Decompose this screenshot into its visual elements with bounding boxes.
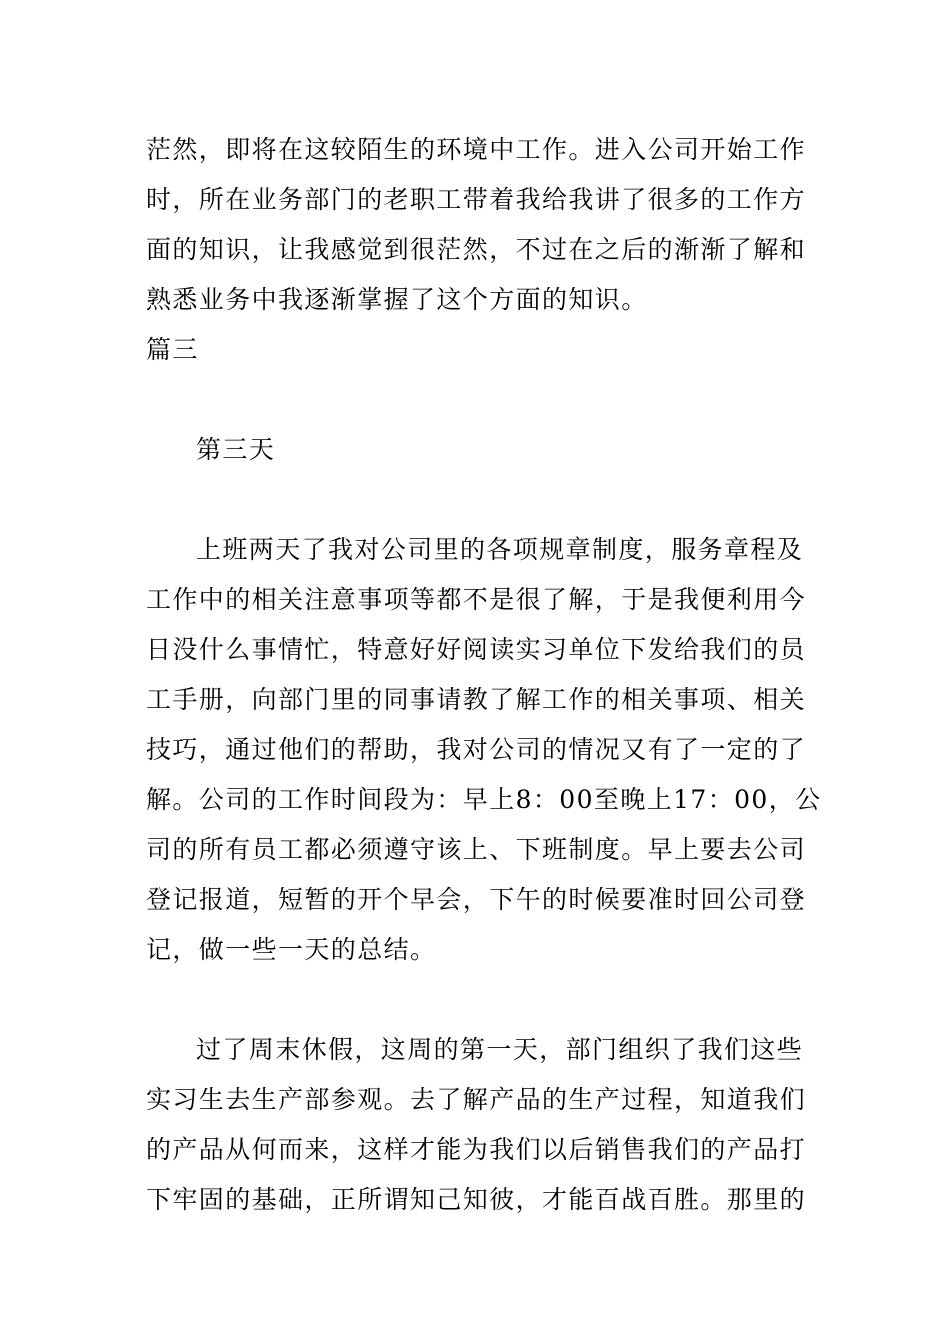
text-line: 实习生去生产部参观。去了解产品的生产过程，知道我们 [146,1085,807,1114]
text-line: 时，所在业务部门的老职工带着我给我讲了很多的工作方 [146,185,807,214]
text-line: 技巧，通过他们的帮助，我对公司的情况又有了一定的了 [146,735,807,764]
text-line: 工手册，向部门里的同事请教了解工作的相关事项、相关 [146,685,807,714]
text-line: 的产品从何而来，这样才能为我们以后销售我们的产品打 [146,1135,807,1164]
text-line: 下牢固的基础，正所谓知己知彼，才能百战百胜。那里的 [146,1185,807,1214]
text-line: 熟悉业务中我逐渐掌握了这个方面的知识。 [146,285,648,314]
text-line: 登记报道，短暂的开个早会，下午的时候要准时回公司登 [146,885,807,914]
text-line: 司的所有员工都必须遵守该上、下班制度。早上要去公司 [146,835,807,864]
day-heading: 第三天 [196,435,276,464]
text-line: 上班两天了我对公司里的各项规章制度，服务章程及 [196,535,804,564]
text-line: 茫然，即将在这较陌生的环境中工作。进入公司开始工作 [146,135,807,164]
text-line: 过了周末休假，这周的第一天，部门组织了我们这些 [196,1035,804,1064]
text-line: 记，做一些一天的总结。 [146,935,437,964]
text-line: 解。公司的工作时间段为：早上8：00至晚上17：00，公 [146,785,822,814]
text-line: 面的知识，让我感觉到很茫然，不过在之后的渐渐了解和 [146,235,807,264]
section-heading: 篇三 [146,335,199,364]
text-line: 日没什么事情忙，特意好好阅读实习单位下发给我们的员 [146,635,807,664]
text-line: 工作中的相关注意事项等都不是很了解，于是我便利用今 [146,585,807,614]
